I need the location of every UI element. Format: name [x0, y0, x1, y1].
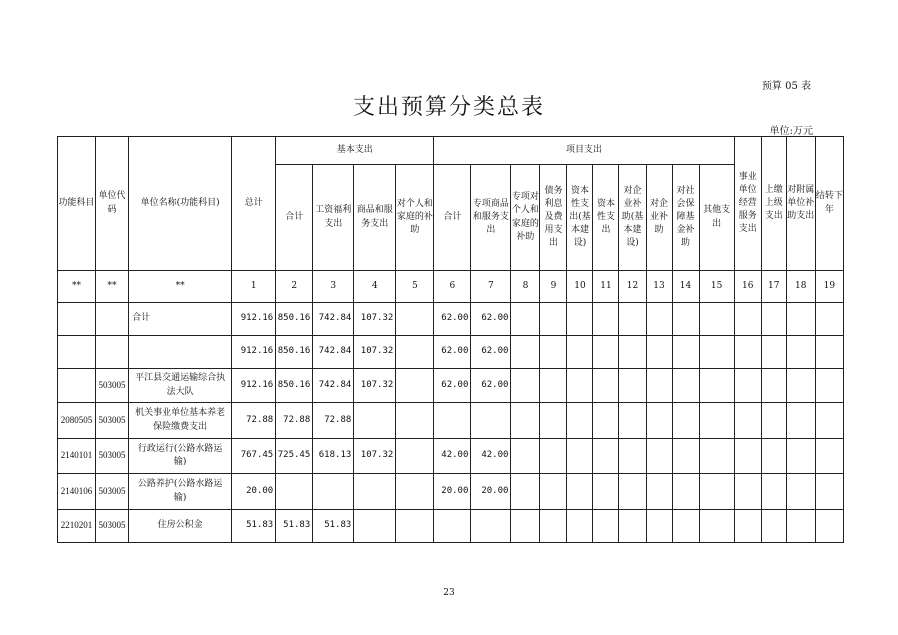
index-cell: 2 [276, 271, 313, 303]
table-row [58, 403, 844, 439]
cell-total: 767.45 [232, 439, 276, 474]
empty-cell [815, 510, 843, 543]
empty-cell [511, 369, 540, 403]
table-row [58, 510, 844, 543]
cell-basic-sum: 51.83 [276, 510, 313, 543]
empty-cell [786, 303, 815, 336]
document-code: 预算 05 表 [761, 81, 811, 92]
index-cell: 16 [734, 271, 761, 303]
cell-wages: 742.84 [313, 303, 354, 336]
cell-name: 合计 [129, 303, 232, 336]
empty-cell [761, 439, 786, 474]
cell-basic-sum: 725.45 [276, 439, 313, 474]
cell-proj-goods: 62.00 [471, 369, 511, 403]
cell-func [58, 336, 96, 369]
cell-func: 2140106 [58, 474, 96, 510]
cell-total: 912.16 [232, 369, 276, 403]
empty-cell [699, 336, 734, 369]
empty-cell [786, 510, 815, 543]
empty-cell [699, 474, 734, 510]
empty-cell [699, 510, 734, 543]
empty-cell [540, 403, 567, 439]
empty-cell [619, 439, 646, 474]
empty-cell [567, 439, 593, 474]
cell-name: 住房公积金 [129, 510, 232, 543]
cell-basic-sum: 850.16 [276, 303, 313, 336]
table-row [58, 336, 844, 369]
empty-cell [619, 336, 646, 369]
empty-cell [511, 303, 540, 336]
empty-cell [593, 439, 619, 474]
index-cell: 4 [354, 271, 396, 303]
empty-cell [672, 510, 699, 543]
index-cell: 1 [232, 271, 276, 303]
cell-proj-sum: 62.00 [434, 369, 471, 403]
header-total: 总计 [232, 137, 276, 271]
header-proj-goods: 专项商品和服务支出 [471, 165, 511, 271]
cell-unit: 503005 [96, 369, 129, 403]
empty-cell [619, 510, 646, 543]
table-row [58, 303, 844, 336]
table-row [58, 369, 844, 403]
cell-proj-goods: 42.00 [471, 439, 511, 474]
empty-cell [646, 369, 672, 403]
empty-cell [567, 403, 593, 439]
cell-basic-sum: 850.16 [276, 369, 313, 403]
empty-cell [511, 336, 540, 369]
header-project: 项目支出 [434, 137, 734, 165]
cell-unit [96, 303, 129, 336]
empty-cell [540, 369, 567, 403]
header-carry-over: 结转下年 [815, 137, 843, 271]
cell-proj-goods: 20.00 [471, 474, 511, 510]
cell-individuals [396, 303, 434, 336]
table-row [58, 439, 844, 474]
cell-wages: 618.13 [313, 439, 354, 474]
empty-cell [815, 369, 843, 403]
cell-unit [96, 336, 129, 369]
header-subsidiary: 对附属单位补助支出 [786, 137, 815, 271]
header-proj-sum: 合计 [434, 165, 471, 271]
empty-cell [786, 369, 815, 403]
index-cell: 6 [434, 271, 471, 303]
empty-cell [734, 474, 761, 510]
empty-cell [761, 336, 786, 369]
budget-table-container [57, 136, 844, 543]
empty-cell [646, 439, 672, 474]
cell-func [58, 369, 96, 403]
empty-cell [646, 403, 672, 439]
unit-label: 单位:万元 [769, 126, 813, 137]
empty-cell [646, 474, 672, 510]
empty-cell [567, 336, 593, 369]
cell-goods: 107.32 [354, 336, 396, 369]
empty-cell [593, 336, 619, 369]
empty-cell [672, 336, 699, 369]
empty-cell [619, 403, 646, 439]
empty-cell [761, 474, 786, 510]
empty-cell [672, 369, 699, 403]
header-goods: 商品和服务支出 [354, 165, 396, 271]
cell-basic-sum: 72.88 [276, 403, 313, 439]
index-cell: 7 [471, 271, 511, 303]
empty-cell [815, 336, 843, 369]
cell-wages: 51.83 [313, 510, 354, 543]
index-cell: ** [96, 271, 129, 303]
empty-cell [786, 474, 815, 510]
cell-proj-sum: 42.00 [434, 439, 471, 474]
cell-total: 20.00 [232, 474, 276, 510]
empty-cell [734, 303, 761, 336]
empty-cell [734, 336, 761, 369]
cell-total: 912.16 [232, 336, 276, 369]
budget-table [57, 136, 844, 543]
index-cell: 8 [511, 271, 540, 303]
empty-cell [540, 336, 567, 369]
cell-name: 机关事业单位基本养老保险缴费支出 [129, 403, 232, 439]
cell-name: 公路养护(公路水路运输) [129, 474, 232, 510]
empty-cell [593, 474, 619, 510]
empty-cell [646, 303, 672, 336]
header-unit-code: 单位代码 [96, 137, 129, 271]
cell-individuals [396, 369, 434, 403]
cell-individuals [396, 336, 434, 369]
empty-cell [761, 303, 786, 336]
index-cell: 5 [396, 271, 434, 303]
cell-proj-sum: 20.00 [434, 474, 471, 510]
cell-goods: 107.32 [354, 439, 396, 474]
cell-proj-goods: 62.00 [471, 303, 511, 336]
empty-cell [540, 439, 567, 474]
empty-cell [511, 403, 540, 439]
index-cell: 10 [567, 271, 593, 303]
empty-cell [699, 303, 734, 336]
empty-cell [672, 474, 699, 510]
empty-cell [593, 403, 619, 439]
empty-cell [672, 303, 699, 336]
empty-cell [761, 403, 786, 439]
cell-func: 2140101 [58, 439, 96, 474]
empty-cell [619, 369, 646, 403]
empty-cell [540, 474, 567, 510]
header-business-units: 事业单位经营服务支出 [734, 137, 761, 271]
empty-cell [815, 474, 843, 510]
cell-proj-sum [434, 403, 471, 439]
header-individuals: 对个人和家庭的补助 [396, 165, 434, 271]
cell-individuals [396, 439, 434, 474]
cell-wages: 742.84 [313, 336, 354, 369]
cell-unit: 503005 [96, 474, 129, 510]
header-social-security: 对社会保障基金补助 [672, 165, 699, 271]
empty-cell [567, 474, 593, 510]
cell-basic-sum [276, 474, 313, 510]
empty-cell [699, 403, 734, 439]
cell-proj-sum [434, 510, 471, 543]
header-unit-name: 单位名称(功能科目) [129, 137, 232, 271]
cell-goods: 107.32 [354, 303, 396, 336]
header-func-code: 功能科目 [58, 137, 96, 271]
document-title: 支出预算分类总表 [352, 95, 545, 120]
empty-cell [761, 369, 786, 403]
cell-name [129, 336, 232, 369]
cell-proj-sum: 62.00 [434, 336, 471, 369]
empty-cell [540, 510, 567, 543]
cell-goods [354, 403, 396, 439]
empty-cell [540, 303, 567, 336]
index-cell: 17 [761, 271, 786, 303]
cell-proj-goods [471, 403, 511, 439]
cell-basic-sum: 850.16 [276, 336, 313, 369]
cell-func: 2080505 [58, 403, 96, 439]
cell-proj-goods: 62.00 [471, 336, 511, 369]
cell-unit: 503005 [96, 510, 129, 543]
cell-unit: 503005 [96, 439, 129, 474]
header-other: 其他支出 [699, 165, 734, 271]
empty-cell [593, 303, 619, 336]
table-row [58, 474, 844, 510]
cell-goods: 107.32 [354, 369, 396, 403]
index-cell: 12 [619, 271, 646, 303]
cell-unit: 503005 [96, 403, 129, 439]
index-cell: 14 [672, 271, 699, 303]
cell-individuals [396, 474, 434, 510]
index-cell: 15 [699, 271, 734, 303]
index-cell: 19 [815, 271, 843, 303]
empty-cell [593, 369, 619, 403]
header-basic-sum: 合计 [276, 165, 313, 271]
cell-individuals [396, 510, 434, 543]
empty-cell [511, 510, 540, 543]
table-body [58, 303, 844, 543]
empty-cell [734, 510, 761, 543]
index-cell: 9 [540, 271, 567, 303]
cell-func: 2210201 [58, 510, 96, 543]
index-cell: ** [129, 271, 232, 303]
empty-cell [815, 303, 843, 336]
empty-cell [672, 439, 699, 474]
empty-cell [619, 474, 646, 510]
index-cell: 11 [593, 271, 619, 303]
empty-cell [699, 369, 734, 403]
empty-cell [761, 510, 786, 543]
page-number: 23 [443, 588, 455, 598]
cell-total: 912.16 [232, 303, 276, 336]
empty-cell [567, 369, 593, 403]
empty-cell [699, 439, 734, 474]
index-row [58, 271, 844, 303]
empty-cell [786, 439, 815, 474]
empty-cell [734, 403, 761, 439]
header-capital-construction: 资本性支出(基本建设) [567, 165, 593, 271]
empty-cell [815, 403, 843, 439]
header-enterprise-construction: 对企业补助(基本建设) [619, 165, 646, 271]
cell-individuals [396, 403, 434, 439]
index-cell: 13 [646, 271, 672, 303]
empty-cell [646, 336, 672, 369]
empty-cell [815, 439, 843, 474]
empty-cell [567, 303, 593, 336]
empty-cell [786, 403, 815, 439]
header-basic: 基本支出 [276, 137, 434, 165]
empty-cell [593, 510, 619, 543]
empty-cell [786, 336, 815, 369]
header-proj-individuals: 专项对个人和家庭的补助 [511, 165, 540, 271]
cell-name: 行政运行(公路水路运输) [129, 439, 232, 474]
empty-cell [734, 369, 761, 403]
cell-proj-sum: 62.00 [434, 303, 471, 336]
empty-cell [619, 303, 646, 336]
empty-cell [567, 510, 593, 543]
cell-total: 51.83 [232, 510, 276, 543]
index-cell: 18 [786, 271, 815, 303]
empty-cell [511, 474, 540, 510]
cell-goods [354, 474, 396, 510]
index-cell: 3 [313, 271, 354, 303]
header-capital: 资本性支出 [593, 165, 619, 271]
header-enterprise: 对企业补助 [646, 165, 672, 271]
empty-cell [672, 403, 699, 439]
cell-wages: 742.84 [313, 369, 354, 403]
empty-cell [511, 439, 540, 474]
empty-cell [646, 510, 672, 543]
header-remit-upper: 上缴上级支出 [761, 137, 786, 271]
index-cell: ** [58, 271, 96, 303]
empty-cell [734, 439, 761, 474]
cell-goods [354, 510, 396, 543]
cell-total: 72.88 [232, 403, 276, 439]
cell-func [58, 303, 96, 336]
cell-wages [313, 474, 354, 510]
cell-proj-goods [471, 510, 511, 543]
header-wages: 工资福利支出 [313, 165, 354, 271]
cell-wages: 72.88 [313, 403, 354, 439]
header-debt-interest: 债务利息及费用支出 [540, 165, 567, 271]
cell-name: 平江县交通运输综合执法大队 [129, 369, 232, 403]
